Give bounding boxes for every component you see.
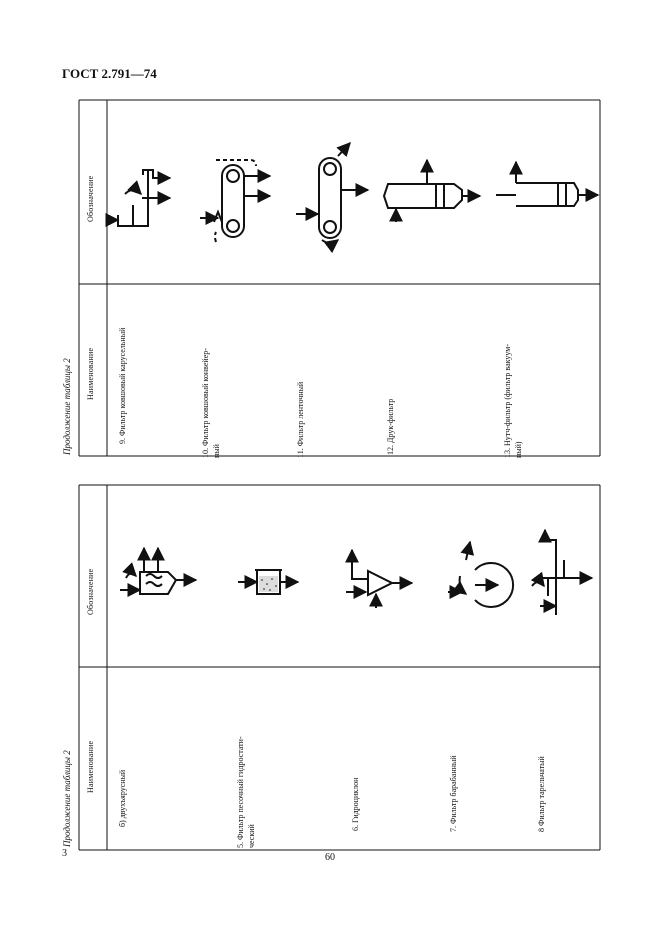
nutsch-filter-icon	[496, 162, 598, 206]
top-row-13-name: 13. Нутч-фильтр (фильтр вакуум-	[503, 343, 512, 458]
carousel-bucket-filter-icon	[110, 170, 170, 226]
pressure-filter-icon	[384, 160, 480, 222]
bottom-row-6-name: 6. Гидроциклон	[351, 777, 360, 831]
top-table-col-symbol: Обозначение	[86, 175, 95, 222]
bottom-row-b-name: б) двухъярусный	[118, 769, 127, 827]
bucket-conveyor-filter-icon	[200, 160, 270, 242]
document-header: ГОСТ 2.791—74	[62, 66, 157, 81]
bottom-row-7-name: 7. Фильтр барабанный	[449, 755, 458, 832]
two-tier-filter-icon	[120, 548, 196, 594]
top-row-10-name-cont: ный	[212, 444, 221, 458]
drum-filter-icon	[448, 542, 513, 607]
bottom-table-col-symbol: Обозначение	[86, 568, 95, 615]
page-number: 60	[325, 852, 335, 863]
top-table-col-name: Наименование	[86, 347, 95, 400]
bottom-table-continuation: Продолжение таблицы 2	[62, 750, 72, 847]
top-row-12-name: 12. Друк-фильтр	[386, 398, 395, 455]
top-row-9-name: 9. Фильтр ковшовый карусельный	[118, 327, 127, 444]
belt-filter-icon	[296, 143, 368, 243]
bottom-row-5-name: 5. Фильтр песочный гидростати-	[236, 736, 245, 848]
bottom-row-8-name: 8 Фильтр тарельчатый	[537, 756, 546, 832]
sand-filter-icon	[238, 570, 298, 594]
hydrocyclone-icon	[346, 550, 412, 608]
top-row-13-name-cont: ный)	[514, 441, 523, 458]
top-row-10-name: 10. Фильтр ковшовый конвейер-	[201, 348, 210, 458]
bottom-table-lines	[79, 485, 600, 850]
bottom-table-col-name: Наименование	[86, 740, 95, 793]
bottom-row-5-name-cont: ческий	[247, 824, 256, 848]
top-row-11-name: 11. Фильтр ленточный	[296, 381, 305, 458]
footer-left-number: 3	[62, 848, 67, 859]
disc-filter-icon	[532, 530, 592, 615]
top-table-continuation: Продолжение таблицы 2	[62, 358, 72, 455]
